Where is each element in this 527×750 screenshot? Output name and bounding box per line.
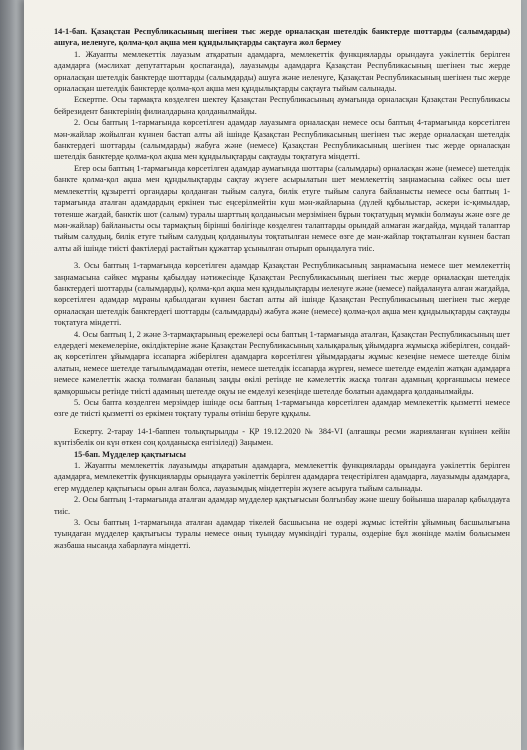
paragraph-14-1-2: 2. Осы баптың 1-тармағында көрсетілген адамдар лауазымға орналасқан немесе осы баптың 4-тармағында көрсетілген мән-жайлар жойылған күннен бастап алты ай ішінде Қазақстан Республикасының шегінен тыс жерде орналасқан шетелдік банктердегі шоттарды (салымдарды) жабуға және (немесе) Қазақстан Республикасының шегінен тыс жерде орналасқан шетелдік банктерде қолма-қол ақша мен құндылықтарды сақтауды тоқтатуға міндетті. (54, 118, 510, 162)
document-page (24, 0, 521, 750)
note-14-1-1: Ескертпе. Осы тармақта көзделген шектеу Қазақстан Республикасының аумағында орналасқан Қазақстан Республикасы бейрезидент банктерінің филиалдарына қолданылмайды. (54, 95, 510, 116)
document-body (54, 26, 510, 551)
article-15-heading: 15-бап. Мүдделер қақтығысы (74, 449, 186, 459)
paragraph-15-3: 3. Осы баптың 1-тармағында аталған адамдар тікелей басшысына не өздері жұмыс істейтін ұйымның басшылығына туындаған мүдделер қақтығысы туралы немесе оның туындау мүмкіндігі туралы, өздеріне бұл жөнінде мәлім болысымен жазбаша нысанда хабарлауға міндетті. (54, 518, 510, 550)
amendment-note: Ескерту. 2-тарау 14-1-баппен толықтырылды - ҚР 19.12.2020 № 384-VI (алғашқы ресми жарияланған күнінен кейін күнтізбелік он күн өткен соң қолданысқа енгізіледі) Заңымен. (54, 426, 510, 448)
article-14-1-heading: 14-1-бап. Қазақстан Республикасының шегінен тыс жерде орналасқан шетелдік банктерде шоттарды (салымдарды) ашуға, иеленуге, қолма-қол ақша мен құндылықтарды сақтауға жол бермеу (54, 27, 510, 48)
paragraph-14-1-3: 3. Осы баптың 1-тармағында көрсетілген адамдар Қазақстан Республикасының заңнамасына немесе шет мемлекеттің заңнамасына сәйкес мұраны қабылдау нәтижесінде Қазақстан Республикасының шегінен тыс жерде орналасқан шетелдік банктердегі шоттарды (салымдарды), қолма-қол ақша мен құндылықтарды иеленуге және (немесе) пайдалануға алған жағдайда, көрсетілген адамдар мұраны қабылдаған күннен бастап алты ай ішінде Қазақстан Республикасының шегінен тыс жерде орналасқан шетелдік банктердегі шоттарды (салымдарды) жабуға және (немесе) қолма-қол ақша мен құндылықтарды сақтауды тоқтатуға міндетті. (54, 261, 510, 328)
paragraph-14-1-4: 4. Осы баптың 1, 2 және 3-тармақтарының ережелері осы баптың 1-тармағында аталған, Қазақстан Республикасының шет елдердегі мекемелеріне, өкілдіктеріне және Қазақстан Республикасының халықаралық ұйымдарға жұмысқа жіберілген, сондай-ақ көрсетілген ұйымдарға іссапарға жіберілген адамдарға көрсетілген ұйымдардағы жұмыс кезеңіне немесе шетелде білім алатын, немесе шетелде тағылымдамадан өтетін, немесе шетелдік іссапарда жүрген, немесе шетелде емделіп жатқан адамдарға немесе кәмелеттік жасқа толмаған баланың заңды өкілі ретінде не кәмелеттік жасқа толған адамның қорғаншысы немесе қамқоршысы ретінде тиісті адамның шетелде оқуы не емделуі кезеңінде шетелде болатын адамдарға қолданылмайды. (54, 329, 510, 396)
paragraph-15-1: 1. Жауапты мемлекеттік лауазымды атқаратын адамдарға, мемлекеттік функцияларды орындауға уәкілеттік берілген адамдарға, мемлекеттік функцияларды орындауға уәкілеттік берілген адамдарға теңестірілген адамдарға, лауазымды адамдарға, егер мүдделер қақтығысы орын алған болса, лауазымдық міндеттерін жүзеге асыруға тыйым салынады. (54, 461, 510, 493)
paragraph-14-1-5: 5. Осы бапта көзделген мерзімдер ішінде осы баптың 1-тармағында көрсетілген адамдар мемлекеттік қызметті немесе өзге де тиісті қызметті өз еркімен тоқтату туралы өтініш беруге құқылы. (54, 398, 510, 419)
paragraph-14-1-2-part-2: Егер осы баптың 1-тармағында көрсетілген адамдар аумағында шоттары (салымдары) орналасқан және (немесе) шетелдік банкте қолма-қол ақша мен құндылықтарды сақтау жүзеге асырылатын шет мемлекеттің заңнамасына сәйкес осы шет мемлекеттің құзыретті органдары қолданған тыйым салуға, билік етуге тыйым салуға байланысты немесе осы баптың 1-тармағында аталған адамдардың еркінен тыс еңсерілмейтін күш мән-жайларына (дүлей құбылыстар, әскери іс-қимылдар, төтенше жағдай, банктік шот (салым) туралы шарттың қолданысын мерзімінен бұрын тоқтатудың мүмкін болмауы және өзге де мән-жайлар) байланысты осы тармақтың бірінші бөлігінде көзделген талаптарды орындай алмаған жағдайда, мұндай талаптар тыйым салудың, билік етуге тыйым салудың қолданылуы тоқтатылған немесе өзге де мән-жайлар тоқтатылған күннен бастап алты ай ішінде тиісті фактілерді растайтын құжаттар ұсынылған отырып орындалуға тиіс. (54, 163, 510, 253)
paragraph-14-1-1: 1. Жауапты мемлекеттік лауазым атқаратын адамдарға, мемлекеттік функцияларды орындауға уәкілеттік берілген адамдарға (мәслихат депутаттарын қоспағанда), лауазымды адамдарға Қазақстан Республикасының шегінен тыс жерде орналасқан шетелдік банктерде шоттарды (салымдарды) ашуға және иеленуге, Қазақстан Республикасының шегінен тыс жерде орналасқан шетелдік банктерде қолма-қол ақша мен құндылықтарды сақтауға тыйым салынады. (54, 49, 510, 94)
paragraph-15-2: 2. Осы баптың 1-тармағында аталған адамдар мүдделер қақтығысын болғызбау және шешу бойынша шаралар қабылдауға тиіс. (54, 495, 510, 516)
